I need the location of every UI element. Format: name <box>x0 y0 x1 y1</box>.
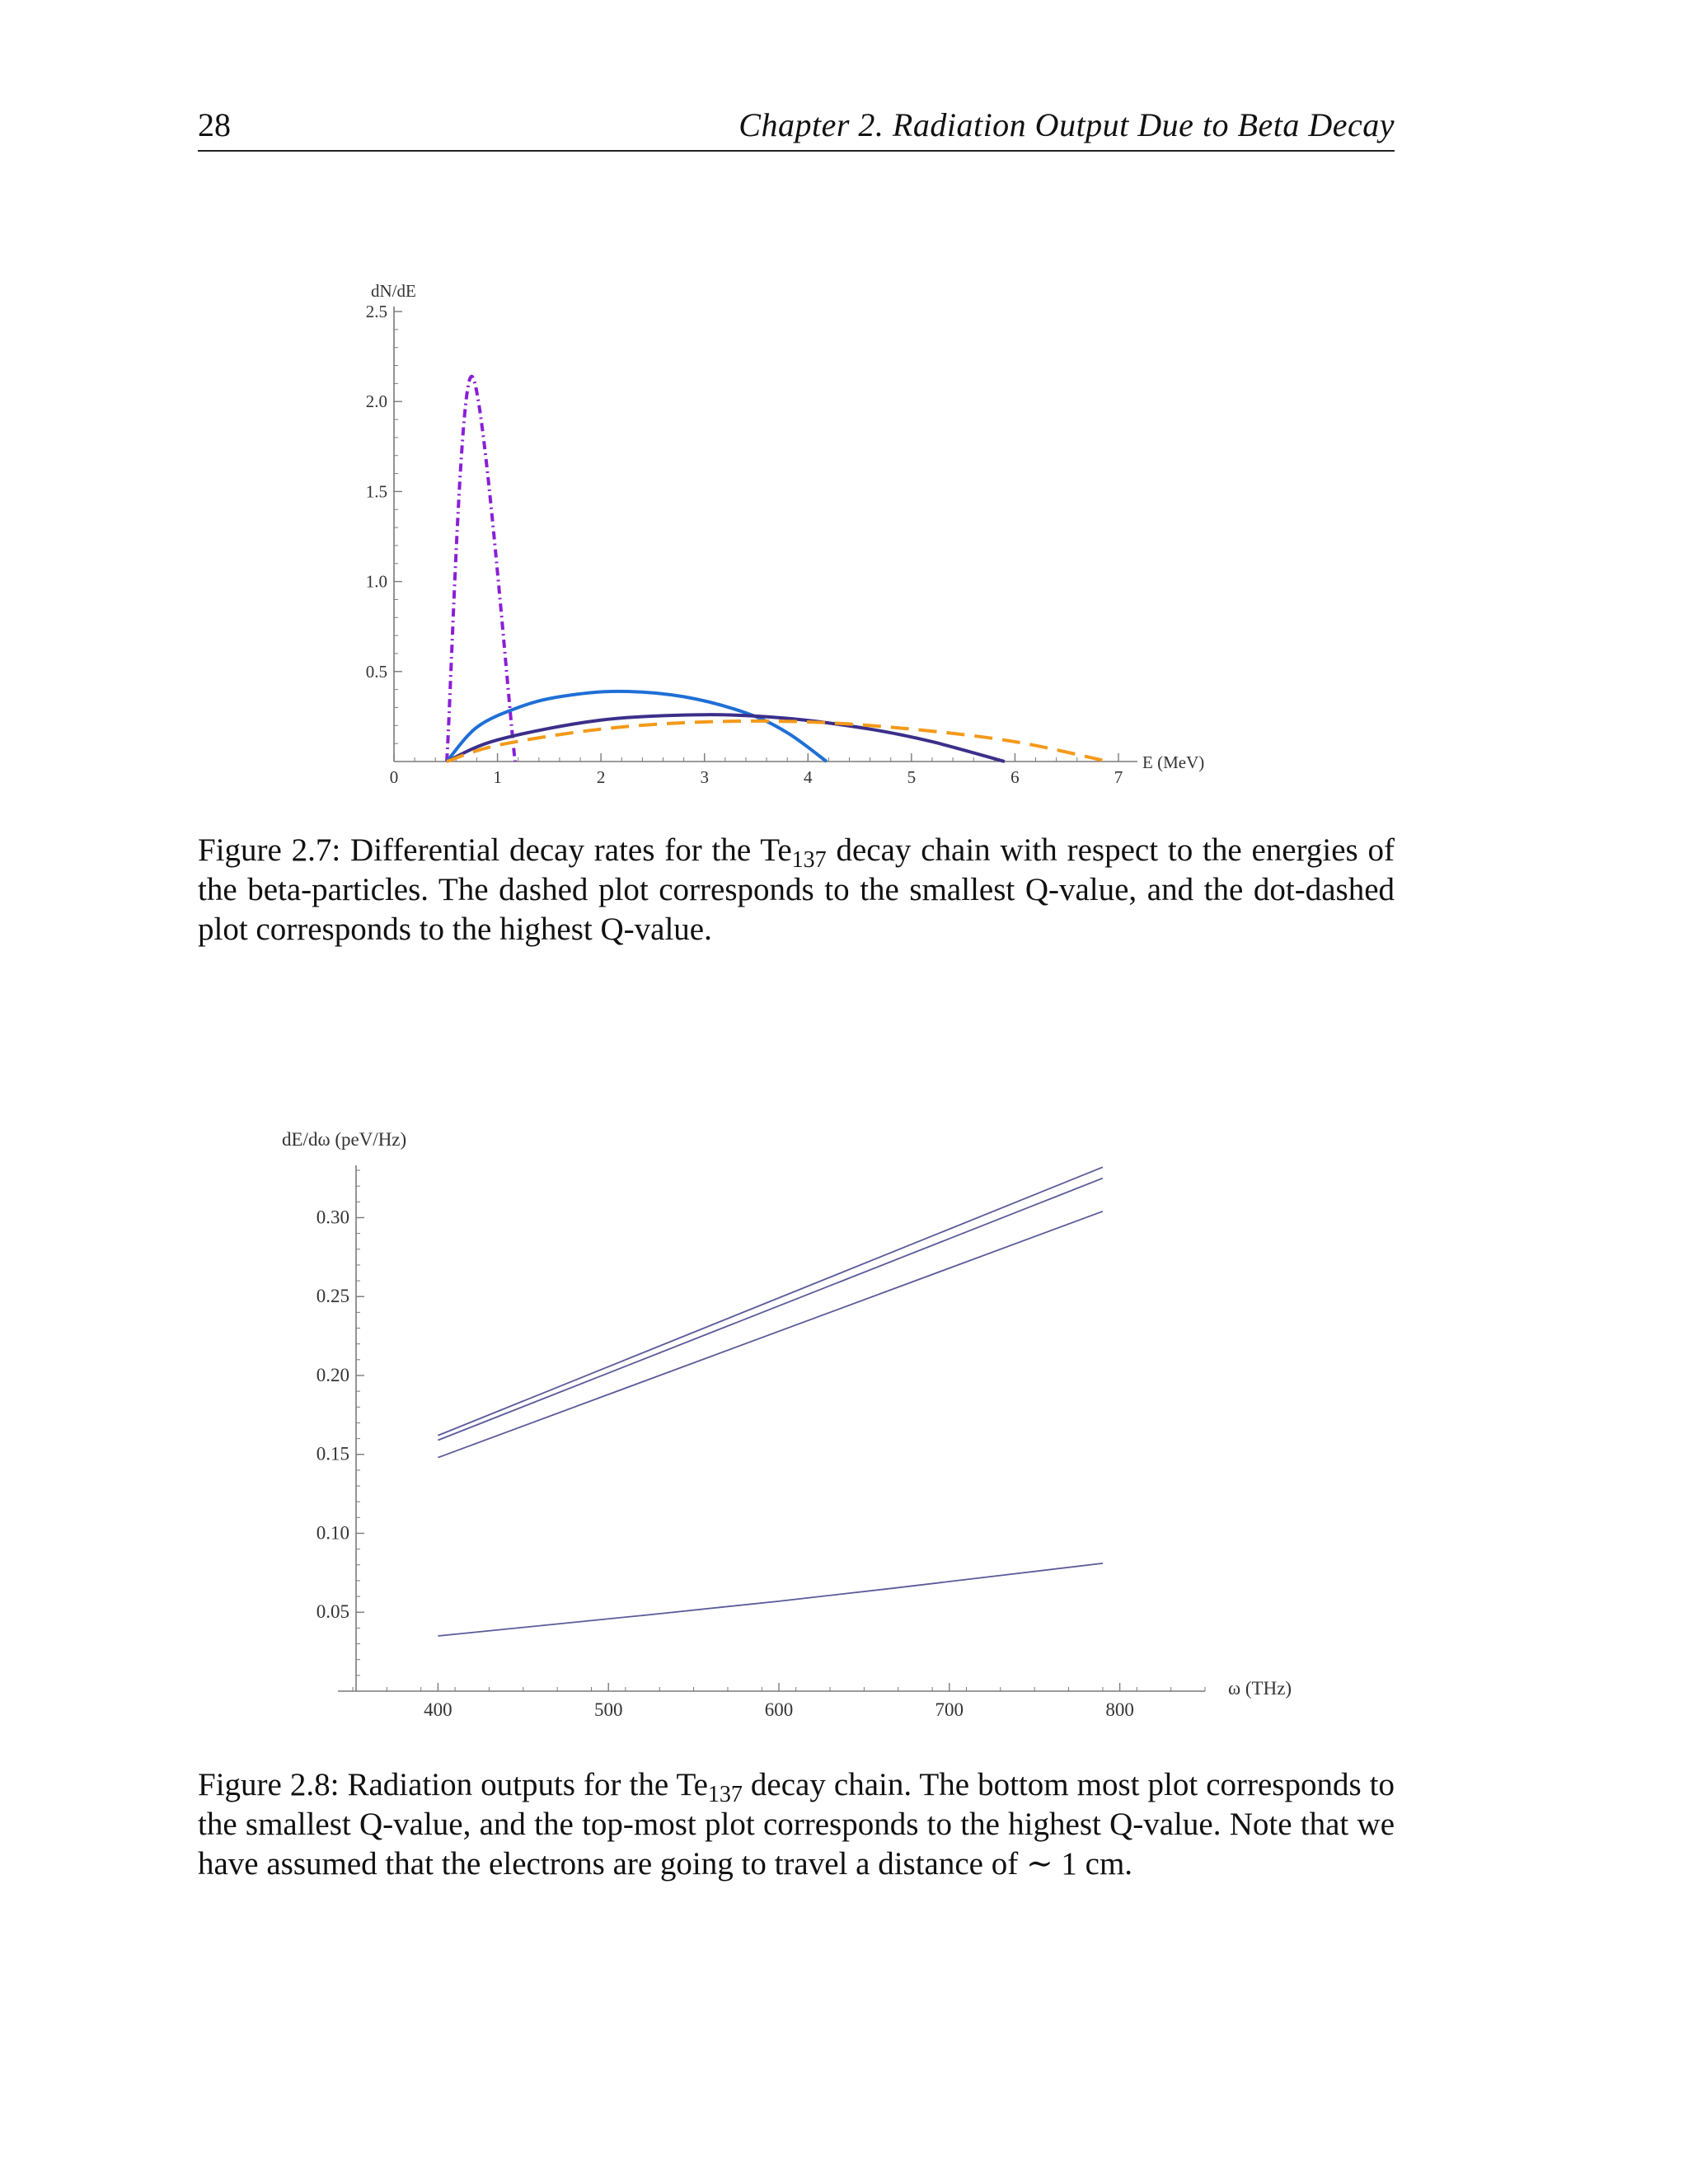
caption-text-cont: decay chain. The bottom most plot corresponds to the smallest Q-value, and the top-most plot corresponds to the highest Q-value. Note that we have assumed that the electrons are going to travel a distance of ∼ 1 cm. <box>198 1767 1395 1882</box>
series-line-4 <box>438 1563 1103 1636</box>
x-tick-label: 4 <box>804 767 813 787</box>
caption-text: Differential decay rates for the Te <box>350 832 792 868</box>
x-axis-label: ω (THz) <box>1228 1678 1292 1699</box>
y-tick-label: 0.15 <box>316 1443 349 1465</box>
series-line-1 <box>438 1167 1103 1436</box>
y-tick-label: 0.10 <box>316 1522 349 1544</box>
figure-2-7-chart <box>0 264 1688 808</box>
x-tick-label: 400 <box>424 1699 452 1720</box>
y-tick-label: 2.5 <box>365 302 387 321</box>
page-number: 28 <box>198 106 231 143</box>
x-tick-label: 700 <box>935 1699 964 1720</box>
y-tick-label: 0.20 <box>316 1364 349 1385</box>
caption-subscript: 137 <box>707 1782 743 1807</box>
caption-subscript: 137 <box>791 847 827 873</box>
header-rule <box>198 150 1395 152</box>
x-tick-label: 7 <box>1114 767 1123 787</box>
y-tick-label: 2.0 <box>365 391 387 412</box>
x-tick-label: 1 <box>493 767 502 787</box>
x-tick-label: 500 <box>593 1699 623 1720</box>
x-tick-label: 800 <box>1105 1699 1134 1720</box>
y-tick-label: 0.05 <box>316 1601 349 1623</box>
x-tick-label: 3 <box>700 767 709 787</box>
caption-label: Figure 2.7: <box>198 832 341 868</box>
series-line-2 <box>447 691 827 762</box>
x-axis-label: E (MeV) <box>1142 752 1205 772</box>
y-tick-label: 0.25 <box>316 1286 349 1307</box>
y-tick-label: 0.5 <box>365 661 387 682</box>
y-tick-label: 1.0 <box>365 571 387 592</box>
y-tick-label: 0.30 <box>316 1207 349 1228</box>
y-axis-label: dN/dE <box>371 281 416 301</box>
caption-text: Radiation outputs for the Te <box>347 1767 708 1802</box>
x-tick-label: 0 <box>389 767 399 787</box>
x-tick-label: 6 <box>1010 767 1020 787</box>
series-line-1 <box>447 377 515 762</box>
caption-label: Figure 2.8: <box>198 1767 340 1802</box>
running-head: Chapter 2. Radiation Output Due to Beta Decay <box>738 106 1395 143</box>
y-tick-label: 1.5 <box>365 481 387 502</box>
x-tick-label: 5 <box>907 767 917 787</box>
series-line-3 <box>438 1212 1103 1458</box>
x-tick-label: 600 <box>764 1699 794 1720</box>
figure-2-7-caption <box>198 831 1395 949</box>
figure-2-8-caption <box>198 1765 1395 1884</box>
x-tick-label: 2 <box>596 767 606 787</box>
caption-text-cont: decay chain with respect to the energies of the beta-particles. The dashed plot corresponds to the smallest Q-value, and the dot-dashed plot corresponds to the highest Q-value. <box>198 832 1395 947</box>
series-line-2 <box>438 1179 1103 1441</box>
y-axis-label: dE/dω (peV/Hz) <box>282 1129 407 1150</box>
figure-2-8-chart <box>0 1121 1688 1747</box>
